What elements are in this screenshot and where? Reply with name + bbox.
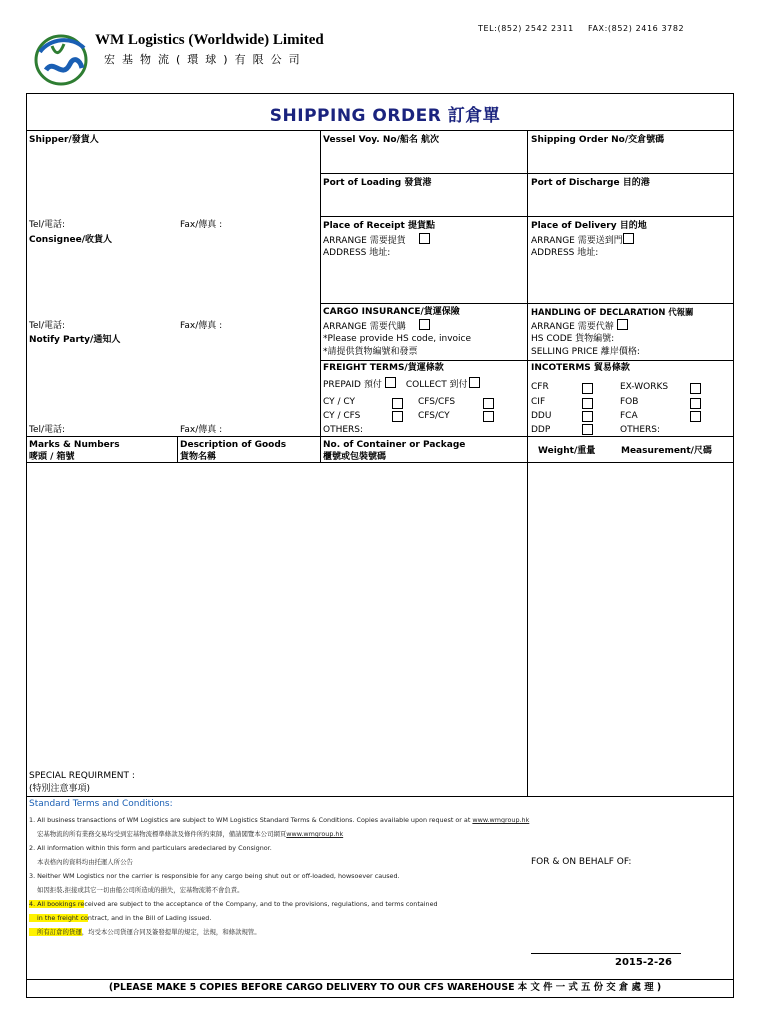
term-1-cn-text: 宏基物流的所有業務交易均受到宏基物流標準條款及條件所約束師，備請閣覽本公司網頁 bbox=[37, 830, 287, 838]
term-1-cn-link[interactable]: www.wmgroup.hk bbox=[286, 830, 344, 838]
vessel-label: Vessel Voy. No/船名 航次 bbox=[323, 135, 439, 145]
fob-checkbox[interactable] bbox=[690, 398, 701, 409]
term-4-highlight: 4. All bookings re bbox=[29, 900, 85, 908]
form-title: SHIPPING ORDER 訂倉單 bbox=[269, 106, 501, 126]
marks-numbers-label: Marks & Numbers bbox=[29, 440, 120, 450]
term-3: 3. Neither WM Logistics nor the carrier is responsible for any cargo being shut out or off-loaded, howsoever caused. bbox=[29, 872, 400, 880]
arrange-insurance-checkbox[interactable] bbox=[419, 319, 430, 330]
arrange-declaration-checkbox[interactable] bbox=[617, 319, 628, 330]
measurement-label: Measurement/尺碼 bbox=[621, 446, 712, 456]
term-4 bbox=[29, 900, 438, 909]
cargo-insurance-label: CARGO INSURANCE/貨運保險 bbox=[323, 307, 460, 317]
arrange-pickup-checkbox[interactable] bbox=[419, 233, 430, 244]
shipper-tel: Tel/電話: bbox=[29, 220, 66, 230]
exworks-label: EX-WORKS bbox=[620, 382, 669, 392]
term-5-text: ntract, and in the Bill of Lading issued. bbox=[87, 914, 212, 922]
cfr-checkbox[interactable] bbox=[582, 383, 593, 394]
freight-terms-label: FREIGHT TERMS/貨運條款 bbox=[323, 363, 444, 373]
term-1-cn bbox=[37, 830, 343, 839]
selling-price: SELLING PRICE 離岸價格: bbox=[531, 347, 640, 357]
company-name: WM Logistics (Worldwide) Limited bbox=[95, 32, 324, 48]
ddu-checkbox[interactable] bbox=[582, 411, 593, 422]
arrange-declaration bbox=[531, 319, 628, 333]
cif-checkbox[interactable] bbox=[582, 398, 593, 409]
incoterms-label: INCOTERMS 貿易條款 bbox=[531, 363, 630, 373]
shipper-fax: Fax/傳真 : bbox=[180, 220, 223, 230]
cfr-label: CFR bbox=[531, 382, 549, 392]
footer-note: (PLEASE MAKE 5 COPIES BEFORE CARGO DELIVERY TO OUR CFS WAREHOUSE 本 文 件 一 式 五 份 交 倉 處 理 ) bbox=[108, 982, 662, 993]
term-2: 2. All information within this form and particulars aredeclared by Consignor. bbox=[29, 844, 272, 852]
freight-others: OTHERS: bbox=[323, 425, 364, 435]
cfs-cfs-checkbox[interactable] bbox=[483, 398, 494, 409]
term-6 bbox=[29, 928, 261, 937]
description-goods-label: Description of Goods bbox=[180, 440, 287, 450]
hs-note-cn: *請提供貨物編號和發票 bbox=[323, 347, 418, 357]
fca-label: FCA bbox=[620, 411, 638, 421]
fob-label: FOB bbox=[620, 397, 639, 407]
arrange-pickup bbox=[323, 233, 430, 247]
term-5 bbox=[29, 914, 211, 923]
shipping-order-no-label: Shipping Order No/交倉號碼 bbox=[531, 135, 665, 145]
notify-tel: Tel/電話: bbox=[29, 425, 66, 435]
hs-note-en: *Please provide HS code, invoice bbox=[323, 334, 472, 344]
wm-logo-icon bbox=[32, 30, 90, 88]
notify-fax: Fax/傳真 : bbox=[180, 425, 223, 435]
cy-cy-checkbox[interactable] bbox=[392, 398, 403, 409]
arrange-delivery bbox=[531, 233, 634, 247]
container-package-label: No. of Container or Package bbox=[323, 440, 466, 450]
company-name-cn: 宏基物流(環球)有限公司 bbox=[104, 53, 307, 66]
consignee-fax: Fax/傳真 : bbox=[180, 321, 223, 331]
term-5-highlight: in the freight co bbox=[29, 914, 88, 922]
prepaid-checkbox[interactable] bbox=[385, 377, 396, 388]
special-requirement-label-cn: (特別注意事項) bbox=[29, 784, 91, 794]
arrange-delivery-label: ARRANGE 需要送到門 bbox=[531, 236, 623, 246]
cy-cfs-checkbox[interactable] bbox=[392, 411, 403, 422]
handling-declaration-label: HANDLING OF DECLARATION 代報關 bbox=[531, 307, 694, 317]
port-discharge-label: Port of Discharge 目的港 bbox=[531, 178, 650, 188]
container-package-label-cn: 櫃號或包裝號碼 bbox=[323, 452, 387, 462]
term-1 bbox=[29, 816, 529, 825]
arrange-insurance-label: ARRANGE 需要代購 bbox=[323, 322, 406, 332]
weight-label: Weight/重量 bbox=[538, 446, 596, 456]
collect-checkbox[interactable] bbox=[469, 377, 480, 388]
place-delivery-label: Place of Delivery 目的地 bbox=[531, 221, 647, 231]
term-6-text: ，均受本公司貨運合同及簽發提單的規定，法規，和條款規管。 bbox=[81, 928, 261, 936]
exworks-checkbox[interactable] bbox=[690, 383, 701, 394]
cfs-cy-label: CFS/CY bbox=[418, 411, 450, 421]
ddu-label: DDU bbox=[531, 411, 552, 421]
place-receipt-label: Place of Receipt 提貨點 bbox=[323, 221, 435, 231]
term-2-cn: 本表格內的資料均由托運人所公告 bbox=[37, 858, 133, 866]
collect-label: COLLECT 到付 bbox=[405, 380, 468, 390]
fca-checkbox[interactable] bbox=[690, 411, 701, 422]
port-loading-label: Port of Loading 發貨港 bbox=[323, 178, 432, 188]
freight-prepaid-collect bbox=[323, 377, 480, 391]
term-6-highlight: 所有訂倉的貨運 bbox=[29, 928, 82, 936]
cfs-cfs-label: CFS/CFS bbox=[418, 397, 456, 407]
receipt-address: ADDRESS 地址: bbox=[323, 248, 391, 258]
terms-heading: Standard Terms and Conditions: bbox=[29, 799, 173, 809]
marks-numbers-label-cn: 嘜頭 / 箱號 bbox=[29, 452, 75, 462]
incoterms-others: OTHERS: bbox=[620, 425, 661, 435]
term-4-text: ceived are subject to the acceptance of the Company, and to the provisions, regulations, and terms contained bbox=[84, 900, 438, 908]
cif-label: CIF bbox=[531, 397, 546, 407]
form-date: 2015-2-26 bbox=[615, 957, 673, 968]
shipper-label: Shipper/發貨人 bbox=[29, 135, 99, 145]
special-requirement-label: SPECIAL REQUIRMENT : bbox=[29, 771, 135, 781]
on-behalf-label: FOR & ON BEHALF OF: bbox=[531, 857, 632, 867]
consignee-tel: Tel/電話: bbox=[29, 321, 66, 331]
arrange-insurance bbox=[323, 319, 430, 333]
hs-code: HS CODE 貨物編號: bbox=[531, 334, 615, 344]
term-3-cn: 如因拒裝,拒接或其它一切由船公司所造成的損失，宏基物流將不會負責。 bbox=[37, 886, 244, 894]
cy-cy-label: CY / CY bbox=[323, 397, 356, 407]
arrange-delivery-checkbox[interactable] bbox=[623, 233, 634, 244]
header-tel: TEL:(852) 2542 2311 bbox=[478, 24, 574, 33]
arrange-declaration-label: ARRANGE 需要代辦 bbox=[531, 322, 614, 332]
delivery-address: ADDRESS 地址: bbox=[531, 248, 599, 258]
prepaid-label: PREPAID 預付 bbox=[323, 380, 382, 390]
ddp-label: DDP bbox=[531, 425, 551, 435]
term-1-link[interactable]: www.wmgroup.hk bbox=[472, 816, 530, 824]
ddp-checkbox[interactable] bbox=[582, 424, 593, 435]
term-1-text: 1. All business transactions of WM Logistics are subject to WM Logistics Standard Terms & Conditions. Copies available upon request or at bbox=[29, 816, 473, 824]
cy-cfs-label: CY / CFS bbox=[323, 411, 361, 421]
arrange-pickup-label: ARRANGE 需要提貨 bbox=[323, 236, 406, 246]
consignee-label: Consignee/收貨人 bbox=[29, 235, 112, 245]
cfs-cy-checkbox[interactable] bbox=[483, 411, 494, 422]
header-fax: FAX:(852) 2416 3782 bbox=[588, 24, 685, 33]
notify-party-label: Notify Party/通知人 bbox=[29, 335, 121, 345]
description-goods-label-cn: 貨物名稱 bbox=[180, 452, 217, 462]
